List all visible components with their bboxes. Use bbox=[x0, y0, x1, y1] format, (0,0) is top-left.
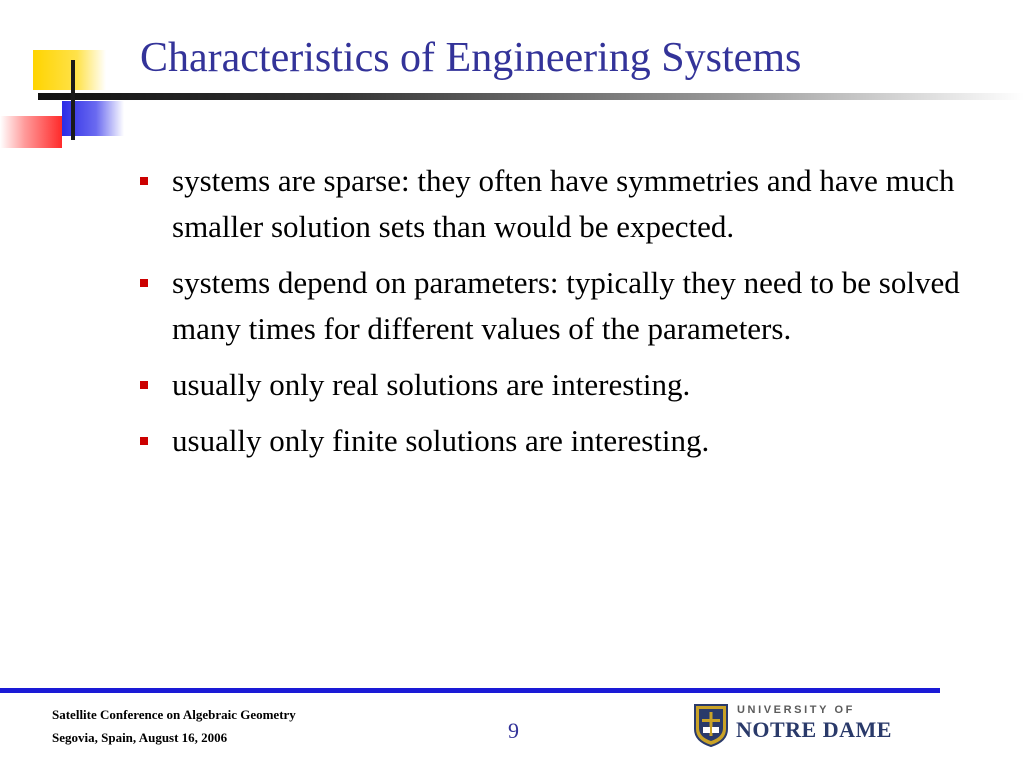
decorative-vertical-line bbox=[71, 60, 75, 140]
bullet-item bbox=[140, 362, 960, 408]
bullet-text: usually only real solutions are interesting. bbox=[172, 367, 691, 402]
square-bullet-icon bbox=[140, 177, 148, 185]
title-underline bbox=[38, 93, 1024, 100]
bullet-text: systems depend on parameters: typically they need to be solved many times for different values of the parameters. bbox=[172, 265, 960, 346]
logo-notre-dame: NOTRE DAME bbox=[736, 717, 892, 742]
bullet-text: systems are sparse: they often have symmetries and have much smaller solution sets than would be expected. bbox=[172, 163, 955, 244]
footer-conference: Satellite Conference on Algebraic Geometry bbox=[52, 707, 296, 722]
footer-rule bbox=[0, 688, 940, 693]
bullet-item bbox=[140, 418, 960, 464]
bullet-text: usually only finite solutions are interesting. bbox=[172, 423, 710, 458]
slide-title: Characteristics of Engineering Systems bbox=[140, 35, 802, 81]
bullet-list bbox=[140, 158, 960, 474]
logo-university-of: UNIVERSITY OF bbox=[737, 704, 855, 716]
notre-dame-seal-icon bbox=[693, 703, 729, 747]
decorative-yellow-block bbox=[33, 50, 106, 90]
bullet-item bbox=[140, 158, 960, 250]
bullet-item bbox=[140, 260, 960, 352]
footer-location-date: Segovia, Spain, August 16, 2006 bbox=[52, 730, 228, 745]
page-number: 9 bbox=[508, 718, 519, 743]
square-bullet-icon bbox=[140, 437, 148, 445]
square-bullet-icon bbox=[140, 381, 148, 389]
square-bullet-icon bbox=[140, 279, 148, 287]
university-logo bbox=[693, 703, 892, 747]
decorative-red-block bbox=[0, 116, 62, 148]
